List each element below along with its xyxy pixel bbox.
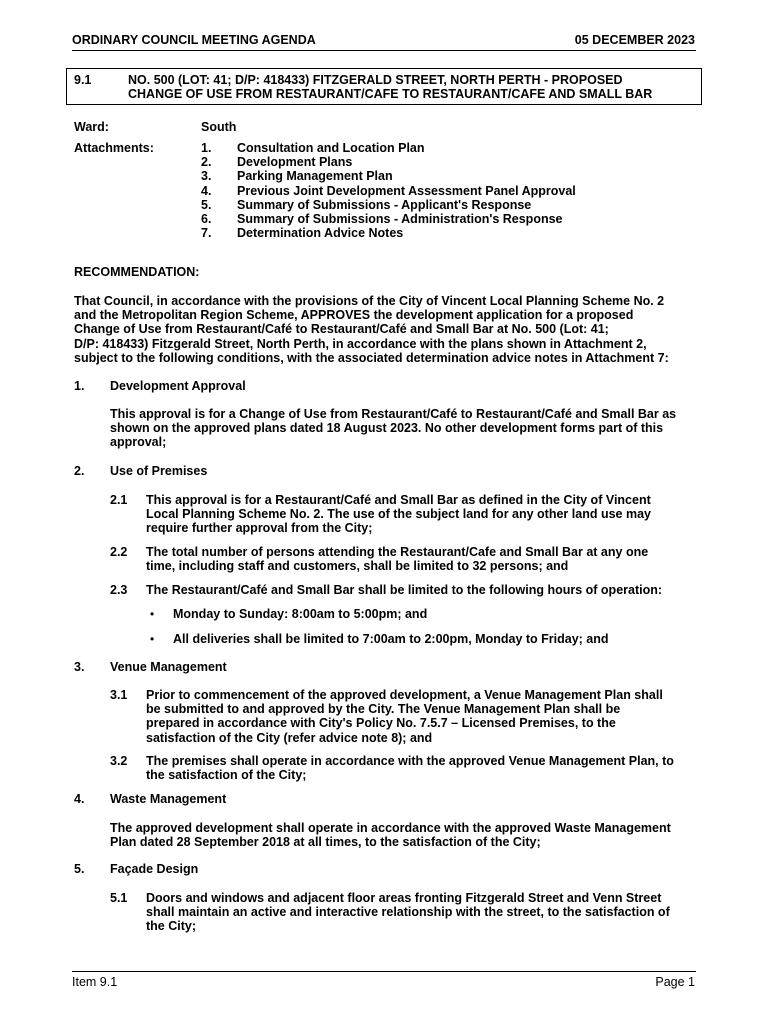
attachment-item: Parking Management Plan xyxy=(237,169,393,184)
attachment-item: Consultation and Location Plan xyxy=(237,141,425,155)
header-title: ORDINARY COUNCIL MEETING AGENDA xyxy=(72,33,316,47)
item-title: NO. 500 (LOT: 41; D/P: 418433) FITZGERALD STREET, NORTH PERTH - PROPOSED CHANGE OF USE FROM RESTAURANT/CAFE TO RESTAURANT/CAFE AND SMALL BAR xyxy=(128,73,653,102)
ward-label: Ward: xyxy=(74,120,109,134)
bullet-item: Monday to Sunday: 8:00am to 5:00pm; and xyxy=(173,607,428,621)
condition-5-heading: Façade Design xyxy=(110,862,199,876)
condition-3-heading: Venue Management xyxy=(110,660,227,674)
subcondition-2-3-text: The Restaurant/Café and Small Bar shall be limited to the following hours of operation: xyxy=(146,583,663,597)
condition-1-heading: Development Approval xyxy=(110,379,246,393)
attachments-label: Attachments: xyxy=(74,141,154,155)
subcondition-3-1-text: Prior to commencement of the approved development, a Venue Management Plan shall be submitted to and approved by the City. The Venue Management Plan shall be prepared in accordance with City's Policy No. 7.5.7 – Licensed Premises, to the satisfaction of the City (refer advice note 8); and xyxy=(146,688,663,745)
subcondition-2-1-number: 2.1 xyxy=(110,493,128,507)
footer-page: Page 1 xyxy=(655,975,695,989)
subcondition-3-2-text: The premises shall operate in accordance with the approved Venue Management Plan, to the satisfaction of the City; xyxy=(146,754,674,783)
recommendation-heading: RECOMMENDATION: xyxy=(74,265,200,279)
ward-value: South xyxy=(201,120,237,134)
condition-3-number: 3. xyxy=(74,660,85,674)
header-date: 05 DECEMBER 2023 xyxy=(574,33,695,47)
recommendation-text: That Council, in accordance with the provisions of the City of Vincent Local Planning Scheme No. 2 and the Metropolitan Region Scheme, APPROVES the development application for a proposed Change of Use from Restaurant/Café to Restaurant/Café and Small Bar at No. 500 (Lot: 41; D/P: 418433) Fitzgerald Street, North Perth, in accordance with the plans shown in Attachment 2, subject to the following conditions, with the associated determination advice notes in Attachment 7: xyxy=(74,294,669,365)
condition-4-heading: Waste Management xyxy=(110,792,227,806)
subcondition-3-2-number: 3.2 xyxy=(110,754,128,768)
footer-item: Item 9.1 xyxy=(72,975,118,989)
subcondition-5-1-text: Doors and windows and adjacent floor areas fronting Fitzgerald Street and Venn Street shall maintain an active and interactive relationship with the street, to the satisfaction of the City; xyxy=(146,891,670,934)
attachment-item: Summary of Submissions - Administration's Response xyxy=(237,212,563,227)
attachment-item: Development Plans xyxy=(237,155,353,170)
subcondition-2-3-number: 2.3 xyxy=(110,583,128,597)
subcondition-5-1-number: 5.1 xyxy=(110,891,128,905)
subcondition-2-2-text: The total number of persons attending the Restaurant/Cafe and Small Bar at any one time, including staff and customers, shall be limited to 32 persons; and xyxy=(146,545,649,574)
footer-rule xyxy=(72,971,696,972)
attachments-list xyxy=(237,141,576,240)
attachment-item: Determination Advice Notes xyxy=(237,226,404,241)
subcondition-2-2-number: 2.2 xyxy=(110,545,128,559)
bullet-item: All deliveries shall be limited to 7:00am to 2:00pm, Monday to Friday; and xyxy=(173,632,609,646)
condition-2-heading: Use of Premises xyxy=(110,464,208,478)
item-number: 9.1 xyxy=(74,73,92,87)
condition-4-text: The approved development shall operate in accordance with the approved Waste Management Plan dated 28 September 2018 at all times, to the satisfaction of the City; xyxy=(110,821,671,850)
condition-5-number: 5. xyxy=(74,862,85,876)
condition-1-number: 1. xyxy=(74,379,85,393)
attachments-numbers: 1. 2. 3. 4. 5. 6. 7. xyxy=(201,141,212,241)
bullet-icon: • xyxy=(150,632,155,646)
condition-1-text: This approval is for a Change of Use from Restaurant/Café to Restaurant/Café and Small Bar as shown on the approved plans dated 18 August 2023. No other development forms part of this approval; xyxy=(110,407,677,450)
bullet-icon: • xyxy=(150,607,155,621)
attachment-item: Previous Joint Development Assessment Panel Approval xyxy=(237,183,576,198)
attachment-item: Summary of Submissions - Applicant's Response xyxy=(237,197,532,212)
condition-2-number: 2. xyxy=(74,464,85,478)
subcondition-2-1-text: This approval is for a Restaurant/Café and Small Bar as defined in the City of Vincent Local Planning Scheme No. 2. The use of the subject land for any other land use may require further approval from the City; xyxy=(146,493,651,536)
subcondition-3-1-number: 3.1 xyxy=(110,688,128,702)
condition-4-number: 4. xyxy=(74,792,85,806)
header-rule xyxy=(72,50,696,51)
